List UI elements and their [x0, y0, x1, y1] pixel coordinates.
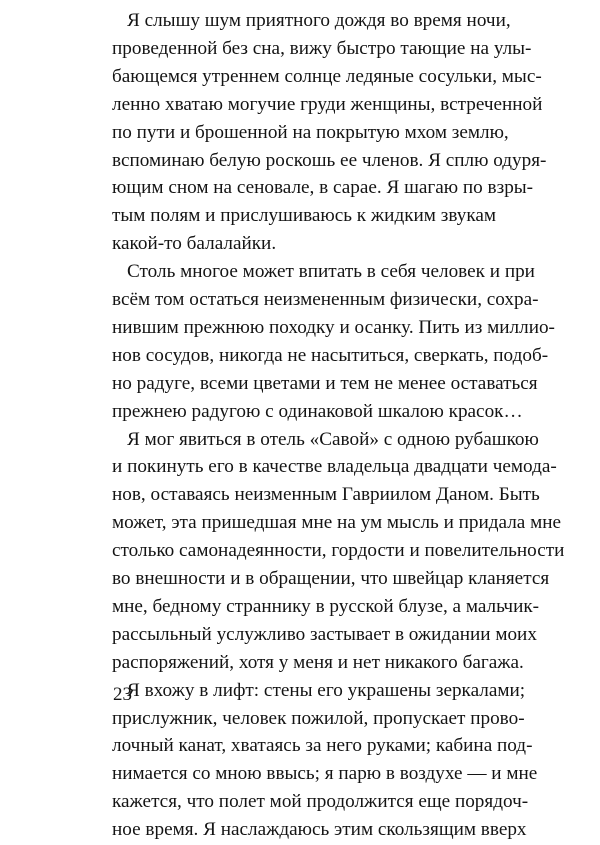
text-line: прежнею радугою с одинаковой шкалою красок…	[112, 400, 523, 422]
text-line: нимается со мною ввысь; я парю в воздухе — и мне	[112, 763, 538, 785]
text-line: проведенной без сна, вижу быстро тающие на улы-	[112, 37, 532, 59]
text-line: всём том остаться неизмененным физически, сохра-	[112, 289, 539, 310]
text-line: столько самонадеянности, гордости и повелительности	[112, 540, 565, 562]
text-line: и покинуть его в качестве владельца двадцати чемода-	[112, 456, 557, 478]
text-line: рассыльный услужливо застывает в ожидании моих	[112, 623, 537, 645]
text-line: кажется, что полет мой продолжится еще порядоч-	[112, 791, 529, 813]
text-line: прислужник, человек пожилой, пропускает прово-	[112, 707, 525, 729]
text-line: вспоминаю белую роскошь ее членов. Я сплю одуря-	[112, 149, 547, 171]
page-number: 23	[113, 684, 132, 705]
text-line: Я мог явиться в отель «Савой» с одною рубашкою	[127, 428, 539, 450]
text-line: тым полям и прислушиваюсь к жидким звукам	[112, 205, 497, 227]
text-line: Столь многое может впитать в себя человек и при	[127, 261, 535, 283]
text-line: но радуге, всеми цветами и тем не менее оставаться	[112, 372, 538, 394]
text-line: может, эта пришедшая мне на ум мысль и придала мне	[112, 512, 562, 534]
text-line: по пути и брошенной на покрытую мхом землю,	[112, 121, 509, 143]
text-line: Я вхожу в лифт: стены его украшены зеркалами;	[127, 679, 526, 701]
text-line: распоряжений, хотя у меня и нет никакого багажа.	[112, 651, 524, 673]
text-line: ленно хватаю могучие груди женщины, встреченной	[112, 93, 543, 115]
text-line: ное время. Я наслаждаюсь этим скользящим вверх	[112, 819, 527, 841]
text-line: мне, бедному страннику в русской блузе, а мальчик-	[112, 595, 540, 617]
text-line: нившим прежнюю походку и осанку. Пить из миллио-	[112, 316, 555, 338]
text-line: бающемся утреннем солнце ледяные сосульки, мыс-	[112, 65, 542, 87]
text-line: Я слышу шум приятного дождя во время ночи,	[127, 10, 511, 31]
text-line: нов, оставаясь неизменным Гавриилом Даном. Быть	[112, 484, 540, 506]
text-line: нов сосудов, никогда не насытиться, сверкать, подоб-	[112, 344, 549, 366]
text-line: лочный канат, хватаясь за него руками; кабина под-	[112, 735, 533, 757]
text-line: какой-то балалайки.	[112, 233, 277, 255]
text-line: ющим сном на сеновале, в сарае. Я шагаю по взры-	[112, 177, 534, 199]
text-line: во внешности и в обращении, что швейцар кланяется	[112, 568, 550, 589]
